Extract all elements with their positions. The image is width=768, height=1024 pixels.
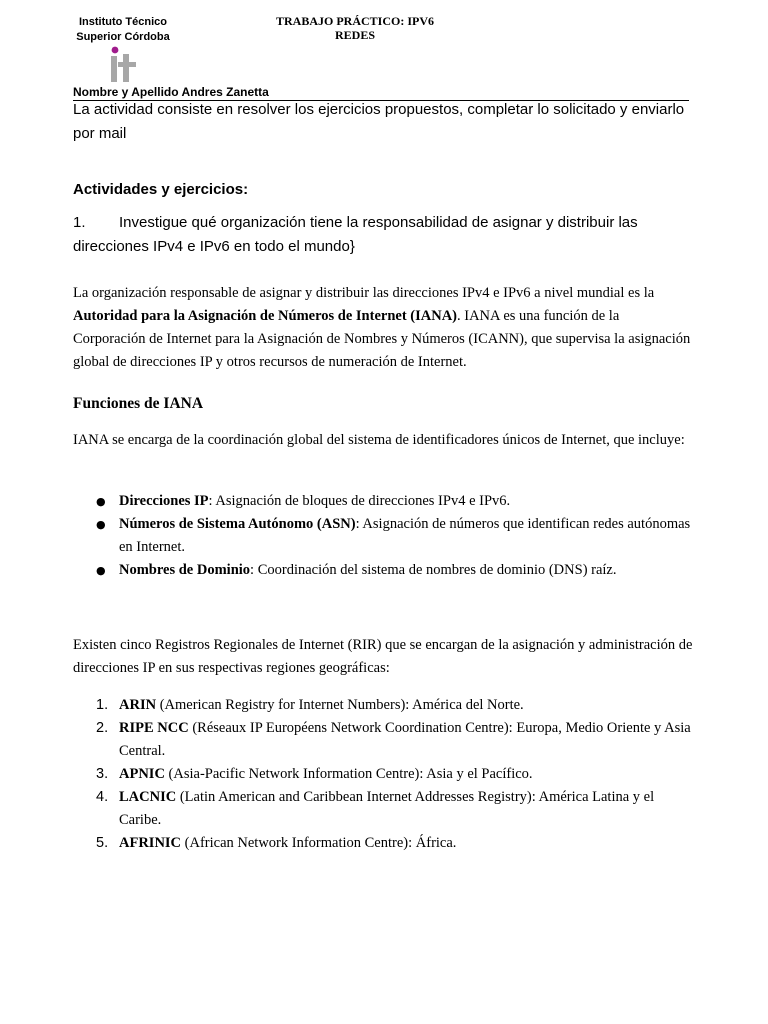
activities-heading: Actividades y ejercicios: (73, 181, 249, 198)
institution-name (68, 15, 178, 45)
list-item (73, 832, 693, 855)
iana-intro-paragraph: IANA se encarga de la coordinación global del sistema de identificadores únicos de Internet, que incluye: (73, 432, 685, 448)
question-1-text: Investigue qué organización tiene la responsabilidad de asignar y distribuir las direcciones IPv4 e IPv6 en todo el mundo} (73, 214, 638, 255)
function-desc: : Asignación de bloques de direcciones IPv4 e IPv6. (208, 493, 511, 509)
institution-line-1: Instituto Técnico (79, 16, 167, 28)
logo-text: it (106, 46, 107, 47)
rir-name: LACNIC (119, 789, 177, 805)
rir-intro-paragraph: Existen cinco Registros Regionales de Internet (RIR) que se encargan de la asignación y administración de direcciones IP en sus respectivas regiones geográficas: (73, 637, 693, 676)
rir-desc: (Asia-Pacific Network Information Centre): Asia y el Pacífico. (164, 766, 533, 782)
question-1-number: 1. (73, 214, 86, 231)
bullet-icon: ● (96, 518, 106, 531)
logo-i-stem (111, 56, 117, 82)
institution-logo (106, 46, 140, 84)
rir-desc: (Réseaux IP Européens Network Coordination Centre): Europa, Medio Oriente y Asia Central. (119, 720, 691, 759)
list-item (73, 763, 693, 786)
function-term: Números de Sistema Autónomo (ASN) (119, 516, 356, 532)
answer-paragraph-1 (73, 282, 693, 374)
rir-name: AFRINIC (119, 835, 182, 851)
rir-name: APNIC (119, 766, 165, 782)
iana-functions-list (73, 490, 693, 582)
rir-desc: (Latin American and Caribbean Internet Addresses Registry): América Latina y el Caribe. (119, 789, 655, 828)
function-desc: : Asignación de números que identifican redes autónomas en Internet. (119, 516, 691, 555)
rir-number: 1. (96, 697, 109, 713)
bullet-icon: ● (96, 564, 106, 577)
intro-paragraph: La actividad consiste en resolver los ejercicios propuestos, completar lo solicitado y enviarlo por mail (73, 101, 685, 142)
rir-name: RIPE NCC (119, 720, 189, 736)
bullet-icon: ● (96, 495, 106, 508)
list-item (73, 559, 693, 582)
title-line-2: REDES (334, 28, 375, 42)
list-item (73, 513, 693, 559)
rir-number: 2. (96, 720, 109, 736)
function-term: Nombres de Dominio (119, 562, 251, 578)
document-title (240, 14, 470, 42)
rir-number: 5. (96, 835, 109, 851)
function-term: Direcciones IP (119, 493, 209, 509)
answer-p1-bold: Autoridad para la Asignación de Números de Internet (IANA) (73, 308, 457, 324)
logo-t-stem (123, 54, 129, 82)
rir-desc: (American Registry for Internet Numbers): América del Norte. (156, 697, 524, 713)
list-item (73, 786, 693, 832)
rir-name: ARIN (119, 697, 157, 713)
rir-number: 4. (96, 789, 109, 805)
list-item (73, 717, 693, 763)
student-name-line: Nombre y Apellido Andres Zanetta (73, 84, 689, 101)
rir-list (73, 694, 693, 855)
answer-p1-post: . IANA es una función de la Corporación de Internet para la Asignación de Nombres y Números (ICANN), que supervisa la asignación global de direcciones IP y otros recursos de numeración de Internet. (73, 308, 691, 370)
rir-desc: (African Network Information Centre): África. (181, 835, 457, 851)
function-desc: : Coordinación del sistema de nombres de dominio (DNS) raíz. (250, 562, 617, 578)
logo-t-bar (118, 62, 136, 67)
institution-line-2: Superior Córdoba (76, 31, 170, 43)
rir-number: 3. (96, 766, 109, 782)
question-1 (73, 211, 693, 259)
answer-p1-pre: La organización responsable de asignar y distribuir las direcciones IPv4 e IPv6 a nivel mundial es la (73, 285, 655, 301)
logo-dot (112, 47, 119, 54)
list-item (73, 694, 693, 717)
list-item (73, 490, 693, 513)
title-line-1: TRABAJO PRÁCTICO: IPV6 (275, 14, 434, 28)
iana-functions-heading: Funciones de IANA (73, 395, 204, 412)
